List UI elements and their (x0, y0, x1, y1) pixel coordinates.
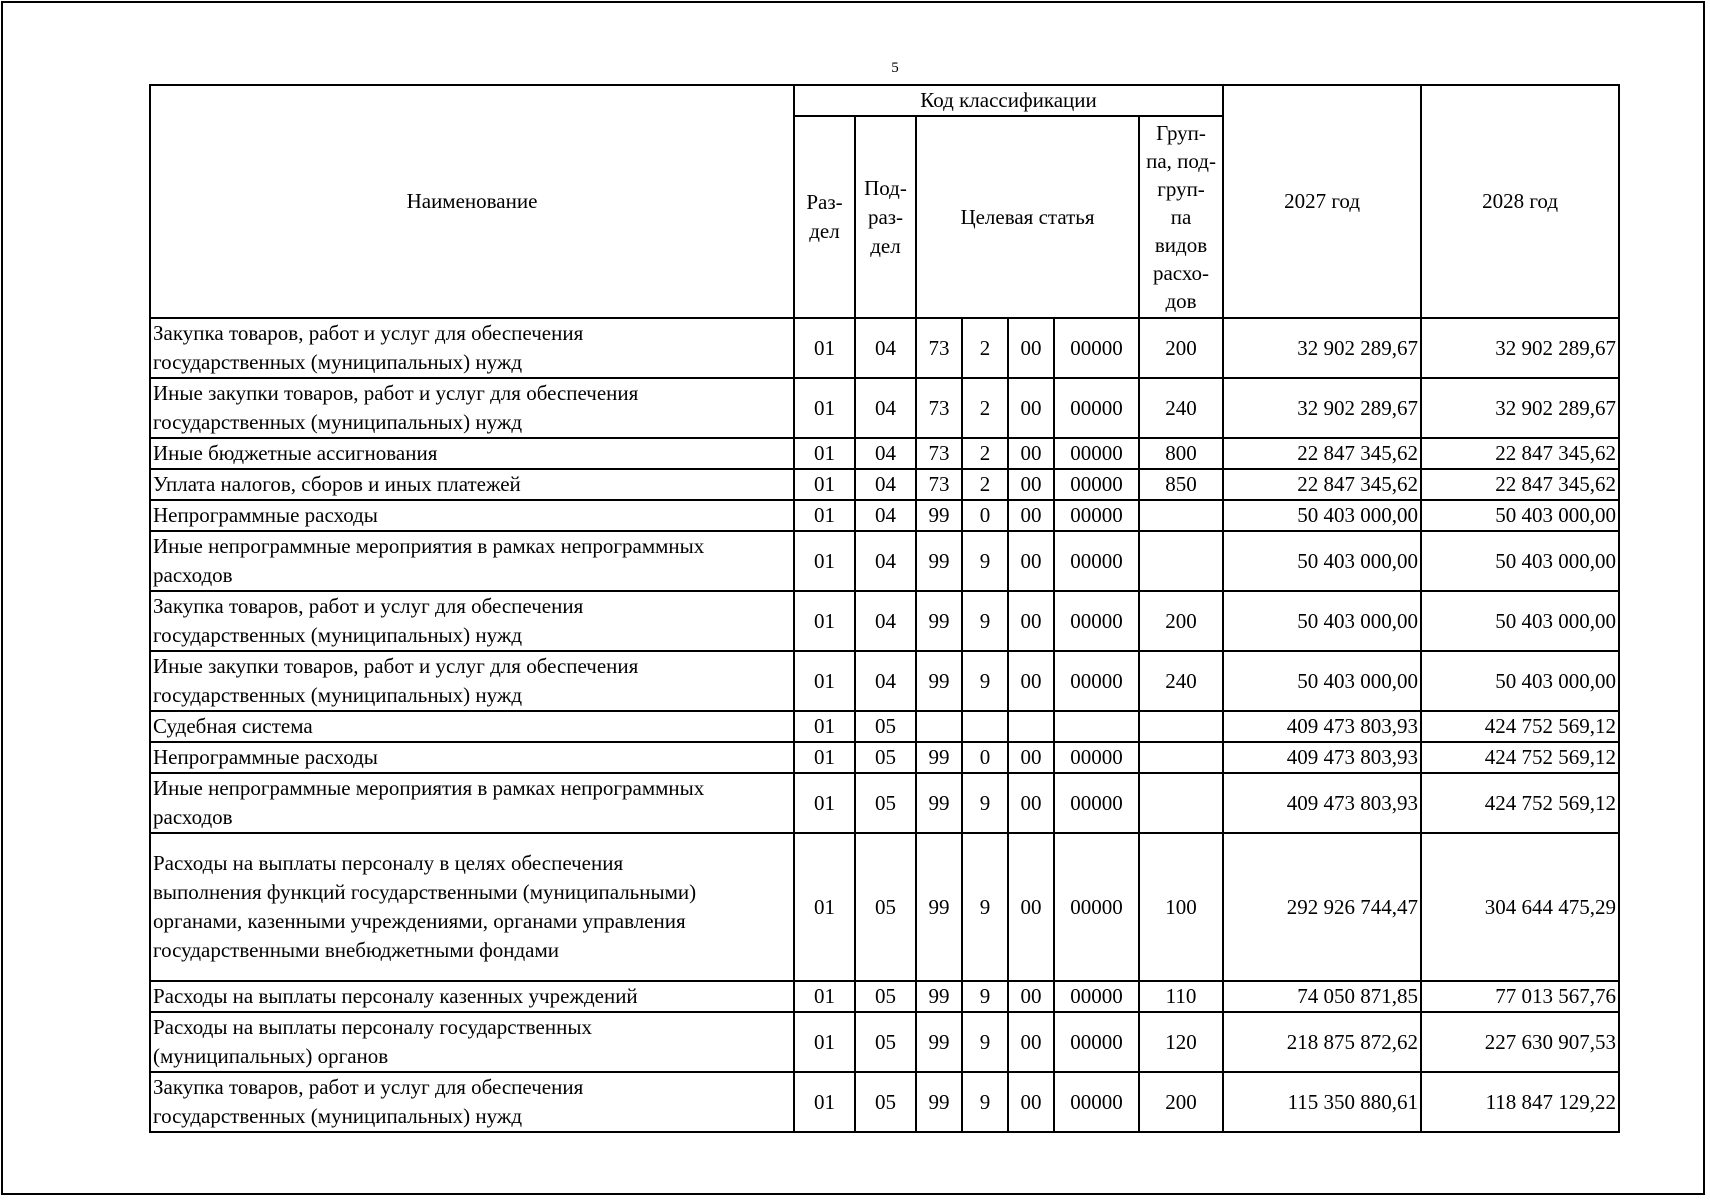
row-target-direction: 00 (1008, 742, 1054, 773)
table-row (150, 500, 1619, 531)
row-target-direction: 00 (1008, 833, 1054, 981)
row-target-program: 99 (916, 531, 962, 591)
header-razdel (794, 116, 855, 318)
row-target-subprogram: 9 (962, 1072, 1008, 1132)
row-name-line: Закупка товаров, работ и услуг для обеспечения (153, 594, 584, 618)
row-razdel: 01 (794, 833, 855, 981)
table-row (150, 773, 1619, 833)
row-amount-2027: 50 403 000,00 (1223, 531, 1421, 591)
header-celevaya: Целевая статья (916, 116, 1139, 318)
row-target-code: 00000 (1054, 1012, 1139, 1072)
row-name-line: Иные закупки товаров, работ и услуг для обеспечения (153, 654, 639, 678)
row-target-code: 00000 (1054, 378, 1139, 438)
header-gruppa-line: видов (1154, 233, 1208, 257)
row-target-program: 99 (916, 833, 962, 981)
row-target-code (1054, 711, 1139, 742)
row-target-direction: 00 (1008, 651, 1054, 711)
row-expense-group: 240 (1139, 378, 1223, 438)
row-amount-2027: 115 350 880,61 (1223, 1072, 1421, 1132)
row-target-direction: 00 (1008, 981, 1054, 1012)
table-row (150, 531, 1619, 591)
row-amount-2027: 292 926 744,47 (1223, 833, 1421, 981)
row-podrazdel: 04 (855, 318, 916, 378)
row-expense-group: 110 (1139, 981, 1223, 1012)
header-gruppa-line: Груп- (1156, 121, 1206, 145)
budget-table (149, 84, 1620, 1133)
header-podrazdel-line: дел (870, 233, 901, 258)
table-row (150, 591, 1619, 651)
row-name-line: государственных (муниципальных) нужд (153, 1104, 523, 1128)
row-podrazdel: 05 (855, 981, 916, 1012)
row-name-line: государственных (муниципальных) нужд (153, 410, 523, 434)
row-target-subprogram: 9 (962, 651, 1008, 711)
row-target-direction: 00 (1008, 438, 1054, 469)
row-expense-group: 120 (1139, 1012, 1223, 1072)
row-target-program: 73 (916, 378, 962, 438)
row-amount-2028: 227 630 907,53 (1421, 1012, 1619, 1072)
row-name-line: Закупка товаров, работ и услуг для обеспечения (153, 1075, 584, 1099)
row-amount-2028: 424 752 569,12 (1421, 773, 1619, 833)
row-amount-2027: 32 902 289,67 (1223, 378, 1421, 438)
row-expense-group (1139, 773, 1223, 833)
row-amount-2028: 118 847 129,22 (1421, 1072, 1619, 1132)
row-target-subprogram: 9 (962, 833, 1008, 981)
row-target-program: 99 (916, 591, 962, 651)
row-razdel: 01 (794, 531, 855, 591)
row-podrazdel: 04 (855, 500, 916, 531)
row-amount-2028: 424 752 569,12 (1421, 711, 1619, 742)
row-name-line: Закупка товаров, работ и услуг для обеспечения (153, 321, 584, 345)
row-target-direction: 00 (1008, 318, 1054, 378)
row-amount-2028: 304 644 475,29 (1421, 833, 1619, 981)
row-podrazdel: 04 (855, 378, 916, 438)
row-name-line: Расходы на выплаты персоналу государственных (153, 1015, 592, 1039)
row-name (150, 1072, 794, 1132)
table-row (150, 981, 1619, 1012)
row-amount-2027: 409 473 803,93 (1223, 773, 1421, 833)
row-amount-2027: 218 875 872,62 (1223, 1012, 1421, 1072)
row-target-code: 00000 (1054, 591, 1139, 651)
table-row (150, 742, 1619, 773)
row-name (150, 651, 794, 711)
row-razdel: 01 (794, 1012, 855, 1072)
row-amount-2028: 22 847 345,62 (1421, 469, 1619, 500)
row-name-line: государственными внебюджетными фондами (153, 938, 560, 962)
row-expense-group: 240 (1139, 651, 1223, 711)
row-target-direction: 00 (1008, 500, 1054, 531)
row-name-line: органами, казенными учреждениями, органами управления (153, 909, 686, 933)
row-name (150, 378, 794, 438)
row-razdel: 01 (794, 591, 855, 651)
row-amount-2028: 50 403 000,00 (1421, 531, 1619, 591)
row-amount-2027: 22 847 345,62 (1223, 469, 1421, 500)
row-podrazdel: 04 (855, 651, 916, 711)
row-target-code: 00000 (1054, 833, 1139, 981)
row-amount-2028: 32 902 289,67 (1421, 318, 1619, 378)
row-target-code: 00000 (1054, 318, 1139, 378)
row-target-direction: 00 (1008, 773, 1054, 833)
header-gruppa (1139, 116, 1223, 318)
row-target-subprogram: 9 (962, 773, 1008, 833)
row-expense-group: 200 (1139, 1072, 1223, 1132)
row-target-subprogram: 9 (962, 591, 1008, 651)
table-row (150, 711, 1619, 742)
row-podrazdel: 04 (855, 438, 916, 469)
row-target-program: 99 (916, 1012, 962, 1072)
row-name-line: (муниципальных) органов (153, 1044, 389, 1068)
header-year-2028: 2028 год (1421, 85, 1619, 318)
header-gruppa-line: дов (1165, 289, 1197, 313)
row-target-code: 00000 (1054, 1072, 1139, 1132)
header-podrazdel-line: раз- (867, 204, 904, 229)
row-target-code: 00000 (1054, 469, 1139, 500)
row-target-program (916, 711, 962, 742)
row-name (150, 981, 794, 1012)
row-name-line: Расходы на выплаты персоналу в целях обеспечения (153, 851, 624, 875)
row-target-direction (1008, 711, 1054, 742)
table-row (150, 1072, 1619, 1132)
row-podrazdel: 04 (855, 469, 916, 500)
row-name (150, 1012, 794, 1072)
row-name (150, 469, 794, 500)
row-target-subprogram: 2 (962, 378, 1008, 438)
row-amount-2027: 22 847 345,62 (1223, 438, 1421, 469)
row-amount-2027: 409 473 803,93 (1223, 711, 1421, 742)
row-target-program: 99 (916, 773, 962, 833)
row-podrazdel: 05 (855, 1012, 916, 1072)
row-target-subprogram: 0 (962, 500, 1008, 531)
row-target-subprogram: 2 (962, 438, 1008, 469)
row-target-program: 99 (916, 651, 962, 711)
row-name-line: Непрограммные расходы (153, 503, 378, 527)
header-gruppa-line: па (1170, 205, 1192, 229)
row-razdel: 01 (794, 318, 855, 378)
row-name-line: выполнения функций государственными (муниципальными) (153, 880, 697, 904)
table-row (150, 651, 1619, 711)
row-expense-group: 200 (1139, 318, 1223, 378)
row-target-code: 00000 (1054, 981, 1139, 1012)
row-amount-2027: 50 403 000,00 (1223, 591, 1421, 651)
row-target-direction: 00 (1008, 1012, 1054, 1072)
row-razdel: 01 (794, 981, 855, 1012)
row-name-line: Иные непрограммные мероприятия в рамках непрограммных (153, 776, 705, 800)
header-razdel-line: Раз- (806, 190, 843, 214)
row-target-direction: 00 (1008, 469, 1054, 500)
row-name (150, 438, 794, 469)
row-podrazdel: 05 (855, 711, 916, 742)
header-gruppa-line: па, под- (1146, 149, 1216, 173)
row-amount-2028: 50 403 000,00 (1421, 500, 1619, 531)
row-razdel: 01 (794, 469, 855, 500)
row-target-code: 00000 (1054, 773, 1139, 833)
row-podrazdel: 05 (855, 773, 916, 833)
row-name (150, 318, 794, 378)
row-target-subprogram: 2 (962, 318, 1008, 378)
row-amount-2028: 77 013 567,76 (1421, 981, 1619, 1012)
row-razdel: 01 (794, 711, 855, 742)
row-expense-group: 200 (1139, 591, 1223, 651)
header-gruppa-line: груп- (1157, 177, 1205, 201)
row-expense-group: 100 (1139, 833, 1223, 981)
header-podrazdel (855, 116, 916, 318)
row-amount-2028: 424 752 569,12 (1421, 742, 1619, 773)
row-target-code: 00000 (1054, 500, 1139, 531)
row-name-line: государственных (муниципальных) нужд (153, 350, 523, 374)
row-name-line: Иные закупки товаров, работ и услуг для обеспечения (153, 381, 639, 405)
row-razdel: 01 (794, 438, 855, 469)
row-target-direction: 00 (1008, 591, 1054, 651)
row-podrazdel: 04 (855, 531, 916, 591)
row-amount-2027: 74 050 871,85 (1223, 981, 1421, 1012)
row-expense-group (1139, 500, 1223, 531)
header-gruppa-line: расхо- (1152, 261, 1210, 285)
row-amount-2028: 32 902 289,67 (1421, 378, 1619, 438)
row-name-line: Судебная система (153, 714, 313, 738)
row-name (150, 711, 794, 742)
row-target-code: 00000 (1054, 438, 1139, 469)
row-name (150, 591, 794, 651)
row-podrazdel: 05 (855, 1072, 916, 1132)
row-name-line: Иные непрограммные мероприятия в рамках непрограммных (153, 534, 705, 558)
header-row-1 (150, 85, 1619, 116)
row-amount-2028: 50 403 000,00 (1421, 651, 1619, 711)
row-target-subprogram: 2 (962, 469, 1008, 500)
row-name (150, 531, 794, 591)
row-target-subprogram: 0 (962, 742, 1008, 773)
row-target-direction: 00 (1008, 378, 1054, 438)
row-amount-2027: 32 902 289,67 (1223, 318, 1421, 378)
table-row (150, 469, 1619, 500)
row-name-line: Непрограммные расходы (153, 745, 378, 769)
row-target-direction: 00 (1008, 1072, 1054, 1132)
header-code: Код классификации (794, 85, 1223, 116)
row-target-program: 99 (916, 981, 962, 1012)
row-podrazdel: 05 (855, 833, 916, 981)
row-razdel: 01 (794, 500, 855, 531)
row-target-program: 99 (916, 742, 962, 773)
header-year-2027: 2027 год (1223, 85, 1421, 318)
row-amount-2028: 22 847 345,62 (1421, 438, 1619, 469)
row-name-line: расходов (153, 805, 233, 829)
page-number: 5 (891, 60, 899, 76)
row-expense-group: 850 (1139, 469, 1223, 500)
row-razdel: 01 (794, 378, 855, 438)
row-razdel: 01 (794, 773, 855, 833)
row-amount-2027: 409 473 803,93 (1223, 742, 1421, 773)
row-target-code: 00000 (1054, 531, 1139, 591)
header-name: Наименование (150, 85, 794, 318)
row-target-direction: 00 (1008, 531, 1054, 591)
header-podrazdel-line: Под- (864, 175, 907, 200)
table-row (150, 833, 1619, 981)
row-target-subprogram (962, 711, 1008, 742)
table-row (150, 378, 1619, 438)
row-razdel: 01 (794, 651, 855, 711)
row-target-program: 73 (916, 318, 962, 378)
table-row (150, 438, 1619, 469)
row-target-subprogram: 9 (962, 981, 1008, 1012)
row-name (150, 500, 794, 531)
row-expense-group (1139, 531, 1223, 591)
row-target-program: 73 (916, 438, 962, 469)
row-name (150, 742, 794, 773)
row-amount-2027: 50 403 000,00 (1223, 651, 1421, 711)
row-target-program: 99 (916, 1072, 962, 1132)
row-target-subprogram: 9 (962, 531, 1008, 591)
row-name-line: расходов (153, 563, 233, 587)
row-expense-group (1139, 711, 1223, 742)
row-amount-2027: 50 403 000,00 (1223, 500, 1421, 531)
row-name-line: Расходы на выплаты персоналу казенных учреждений (153, 984, 638, 1008)
row-razdel: 01 (794, 742, 855, 773)
row-amount-2028: 50 403 000,00 (1421, 591, 1619, 651)
row-target-subprogram: 9 (962, 1012, 1008, 1072)
row-name-line: Уплата налогов, сборов и иных платежей (153, 472, 521, 496)
row-name-line: Иные бюджетные ассигнования (153, 441, 438, 465)
row-name (150, 773, 794, 833)
row-target-program: 73 (916, 469, 962, 500)
row-target-program: 99 (916, 500, 962, 531)
row-name (150, 833, 794, 981)
table-row (150, 318, 1619, 378)
row-expense-group: 800 (1139, 438, 1223, 469)
row-expense-group (1139, 742, 1223, 773)
row-name-line: государственных (муниципальных) нужд (153, 683, 523, 707)
row-podrazdel: 04 (855, 591, 916, 651)
row-target-code: 00000 (1054, 742, 1139, 773)
row-podrazdel: 05 (855, 742, 916, 773)
row-name-line: государственных (муниципальных) нужд (153, 623, 523, 647)
row-target-code: 00000 (1054, 651, 1139, 711)
row-razdel: 01 (794, 1072, 855, 1132)
header-razdel-line: дел (809, 219, 840, 243)
table-row (150, 1012, 1619, 1072)
